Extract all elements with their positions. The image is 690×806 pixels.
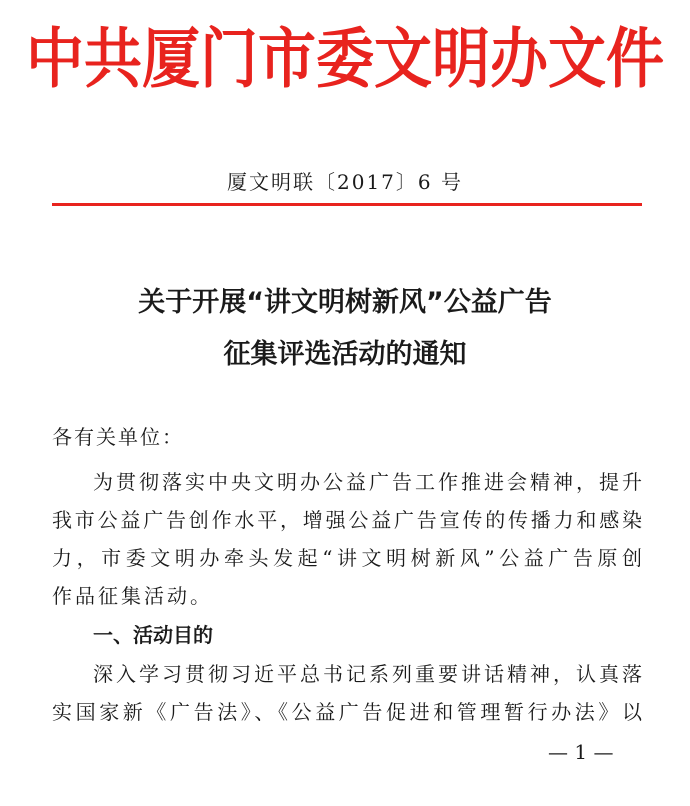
notice-title-line-1: 关于开展“讲文明树新风”公益广告	[138, 287, 552, 318]
paragraph-line: 深入学习贯彻习近平总书记系列重要讲话精神，认真落	[93, 662, 642, 686]
document-header-title: 中共厦门市委文明办文件	[25, 20, 664, 97]
salutation: 各有关单位：	[52, 425, 184, 449]
section-heading: 一、活动目的	[93, 623, 213, 647]
page-number: — 1 —	[548, 740, 614, 764]
document-number: 厦文明联〔2017〕6 号	[227, 170, 463, 194]
header-divider	[52, 203, 642, 206]
notice-title-line-2: 征集评选活动的通知	[223, 339, 467, 370]
paragraph-line: 力，市委文明办牵头发起“讲文明树新风”公益广告原创	[52, 546, 642, 570]
paragraph-line: 为贯彻落实中央文明办公益广告工作推进会精神，提升	[93, 470, 642, 494]
paragraph-line: 我市公益广告创作水平，增强公益广告宣传的传播力和感染	[52, 508, 642, 532]
paragraph-line: 实国家新《广告法》、《公益广告促进和管理暂行办法》以	[52, 700, 642, 724]
paragraph-line: 作品征集活动。	[52, 584, 213, 608]
